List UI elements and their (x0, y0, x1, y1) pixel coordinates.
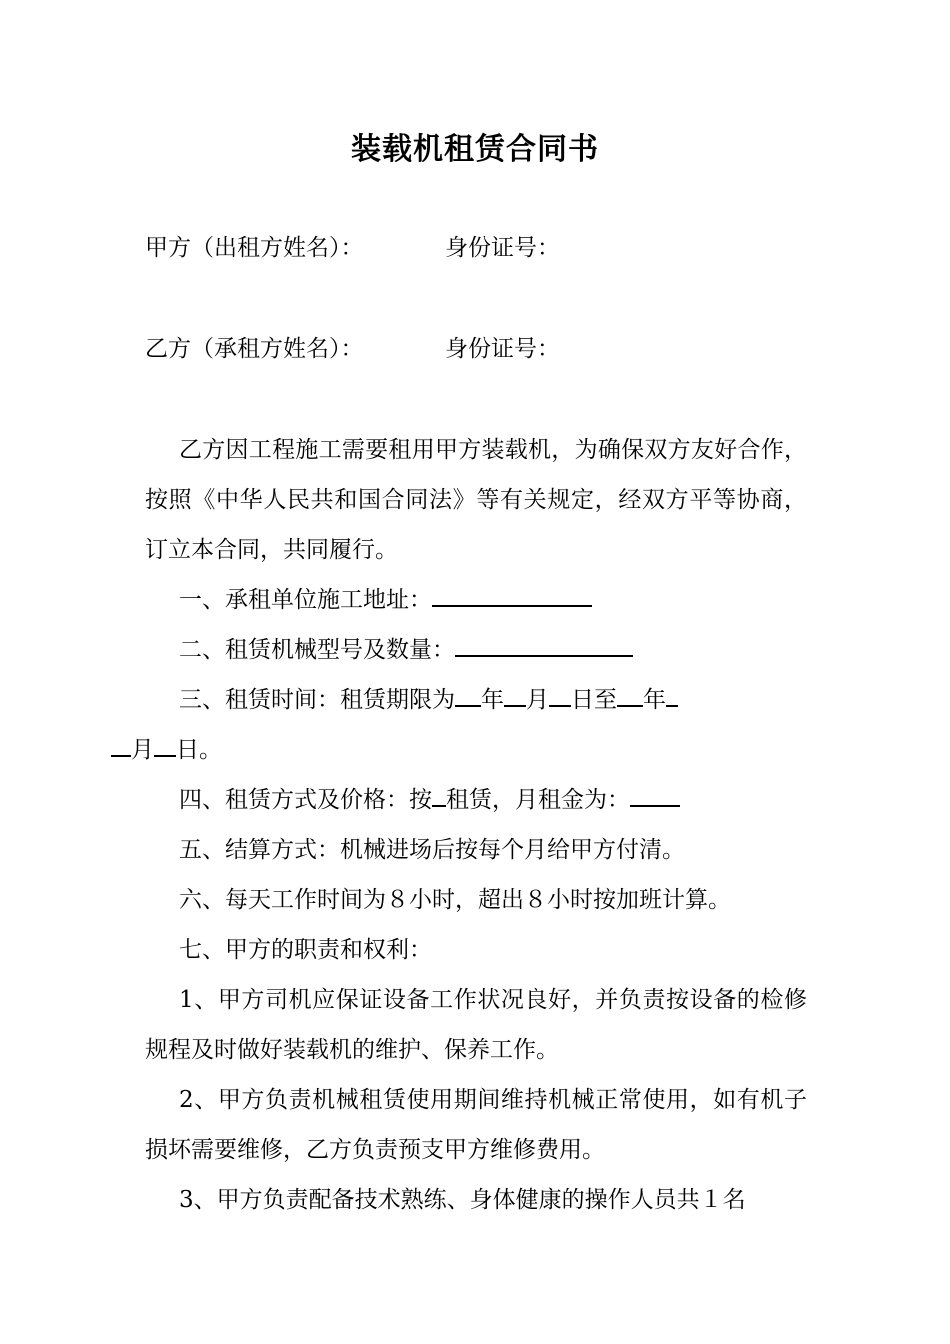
clause-3-day-1: 日至 (571, 687, 617, 713)
document-title: 装载机租赁合同书 (351, 132, 599, 167)
party-a-id-label: 身份证号： (445, 235, 560, 261)
clause-1 (145, 575, 807, 625)
end-year-blank (617, 683, 643, 707)
clause-7: 七、甲方的职责和权利： (179, 937, 432, 963)
clause-3-year-2: 年 (643, 687, 666, 713)
model-quantity-blank (455, 633, 633, 657)
clause-3-month-1: 月 (526, 687, 549, 713)
end-month-blank-part-1 (666, 683, 678, 707)
monthly-rent-blank (630, 783, 680, 807)
clause-7-item-1: 1、甲方司机应保证设备工作状况良好，并负责按设备的检修规程及时做好装载机的维护、保养工作。 (145, 987, 807, 1063)
clause-2-text: 二、租赁机械型号及数量： (179, 637, 455, 663)
clause-7-item-3: 3、甲方负责配备技术熟练、身体健康的操作人员共１名 (179, 1187, 746, 1213)
clause-4-mid: 租赁，月租金为： (446, 787, 630, 813)
party-b-line (145, 333, 560, 365)
party-b-id-label: 身份证号： (445, 336, 560, 362)
end-day-blank (154, 733, 176, 757)
clause-3-day-2: 日。 (176, 737, 222, 763)
party-b-label: 乙方（承租方姓名）： (145, 336, 364, 362)
clause-5: 五、结算方式：机械进场后按每个月给甲方付清。 (179, 837, 685, 863)
clause-3-year-1: 年 (481, 687, 504, 713)
address-blank (432, 583, 592, 607)
clause-2 (145, 625, 807, 675)
lease-mode-blank (432, 783, 446, 807)
start-year-blank (455, 683, 481, 707)
clause-3-lead: 三、租赁时间：租赁期限为 (179, 687, 455, 713)
contract-body (131, 425, 807, 1225)
intro-paragraph: 乙方因工程施工需要租用甲方装载机，为确保双方友好合作，按照《中华人民共和国合同法》等有关规定，经双方平等协商，订立本合同，共同履行。 (145, 437, 807, 563)
party-a-line (145, 232, 560, 264)
party-a-label: 甲方（出租方姓名）： (145, 235, 364, 261)
clause-4-lead: 四、租赁方式及价格：按 (179, 787, 432, 813)
clause-1-text: 一、承租单位施工地址： (179, 587, 432, 613)
start-day-blank (549, 683, 571, 707)
clause-7-item-2: 2、甲方负责机械租赁使用期间维持机械正常使用，如有机子损坏需要维修，乙方负责预支甲方维修费用。 (145, 1087, 807, 1163)
clause-3-month-2: 月 (131, 737, 154, 763)
clause-4 (145, 775, 807, 825)
clause-3 (131, 675, 807, 775)
clause-6: 六、每天工作时间为８小时，超出８小时按加班计算。 (179, 887, 731, 913)
end-month-blank-part-2 (111, 733, 131, 757)
start-month-blank (504, 683, 526, 707)
